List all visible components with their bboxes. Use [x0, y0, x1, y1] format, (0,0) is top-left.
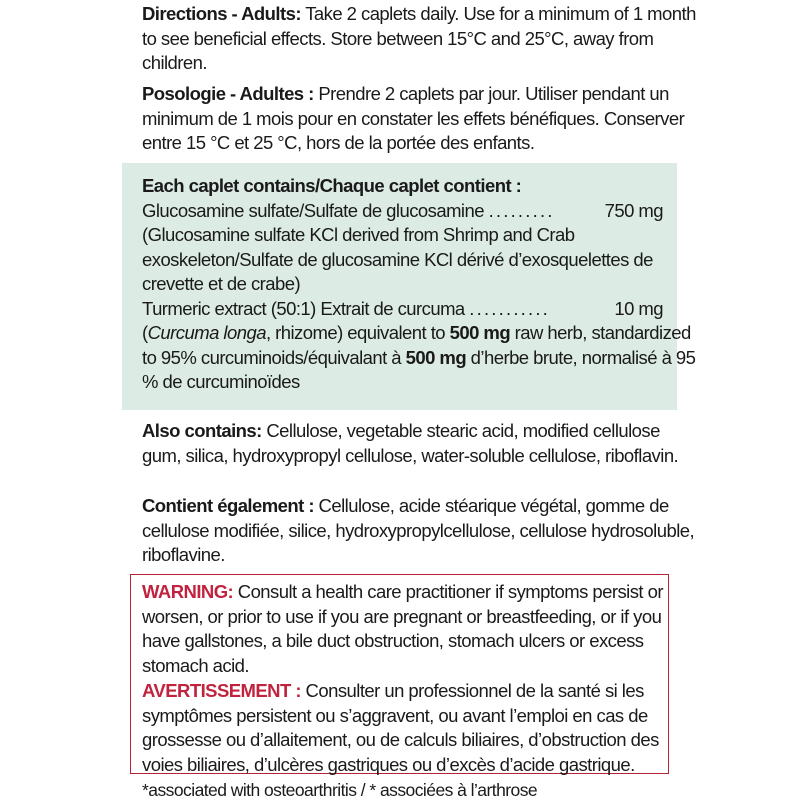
ingredient-name: Glucosamine sulfate/Sulfate de glucosamine — [142, 199, 484, 221]
also-contains-fr — [142, 494, 702, 568]
note-paren: ( — [142, 322, 148, 343]
ingredient-row-glucosamine — [142, 199, 663, 224]
ingredient-note-turmeric — [142, 321, 702, 395]
also-contains-fr-section — [142, 494, 702, 568]
also-contains-en-section — [142, 419, 702, 468]
also-contains-en-label: Also contains: — [142, 420, 262, 441]
ingredient-note-glucosamine: (Glucosamine sulfate KCl derived from Shrimp and Crab exoskeleton/Sulfate de glucosamine KCl dérivé d’exosquelettes de crevette et de crabe) — [142, 224, 653, 294]
warning-en-section — [142, 580, 702, 678]
ingredients-heading: Each caplet contains/Chaque caplet contient : — [142, 175, 522, 196]
warning-en-label: WARNING: — [142, 581, 234, 602]
note-text: d’herbe brute, normalisé à 95 % de curcuminoïdes — [142, 346, 696, 392]
note-bold: 500 mg — [405, 346, 467, 368]
leader-dots: ........... — [469, 297, 551, 319]
also-contains-fr-label: Contient également : — [142, 495, 314, 516]
ingredient-amount: 10 mg — [614, 297, 663, 319]
warning-fr-text: Consulter un professionnel de la santé si les symptômes persistent ou s’aggravent, ou avant l’emploi en cas de grossesse ou d’allaitement, ou de calculs biliaires, d’obstruction des voies biliaires, d’ulcères gastriques ou d’excès d’acide gastrique. — [142, 680, 659, 775]
leader-dots: ......... — [488, 199, 555, 221]
footnote: *associated with osteoarthritis / * associées à l’arthrose — [142, 780, 538, 800]
note-text: , rhizome) equivalent to — [265, 322, 450, 343]
warning-en — [142, 580, 702, 678]
directions-section — [142, 2, 702, 76]
directions-fr — [142, 82, 702, 156]
directions-fr-text: Prendre 2 caplets par jour. Utiliser pendant un minimum de 1 mois pour en constater les effets bénéfiques. Conserver entre 15 °C et 25 °C, hors de la portée des enfants. — [142, 83, 685, 153]
ingredient-name: Turmeric extract (50:1) Extrait de curcuma — [142, 297, 465, 319]
note-bold: 500 mg — [449, 322, 511, 343]
directions-en — [142, 2, 702, 76]
also-contains-fr-text: Cellulose, acide stéarique végétal, gomme de cellulose modifiée, silice, hydroxypropylcellulose, cellulose hydrosoluble, riboflavine. — [142, 495, 695, 565]
directions-fr-label: Posologie - Adultes : — [142, 83, 314, 104]
directions-en-label: Directions - Adults: — [142, 3, 301, 24]
note-text: raw herb, standardized to 95% curcuminoids/équivalant à — [142, 322, 691, 368]
directions-en-text: Take 2 caplets daily. Use for a minimum of 1 month to see beneficial effects. Store between 15°C and 25°C, away from children. — [142, 3, 696, 73]
ingredient-row-turmeric — [142, 297, 663, 322]
ingredients-section — [142, 174, 702, 395]
warning-fr-section — [142, 679, 702, 777]
posologie-section — [142, 82, 702, 156]
also-contains-en — [142, 419, 702, 468]
warning-fr-label: AVERTISSEMENT : — [142, 680, 301, 701]
warning-en-text: Consult a health care practitioner if symptoms persist or worsen, or prior to use if you are pregnant or breastfeeding, or if you have gallstones, a bile duct obstruction, stomach ulcers or excess stomach acid. — [142, 581, 663, 676]
ingredient-amount: 750 mg — [604, 199, 663, 221]
warning-fr — [142, 679, 702, 777]
latin-name: Curcuma longa — [147, 322, 266, 343]
also-contains-en-text: Cellulose, vegetable stearic acid, modified cellulose gum, silica, hydroxypropyl cellulose, water-soluble cellulose, riboflavin. — [142, 420, 679, 466]
